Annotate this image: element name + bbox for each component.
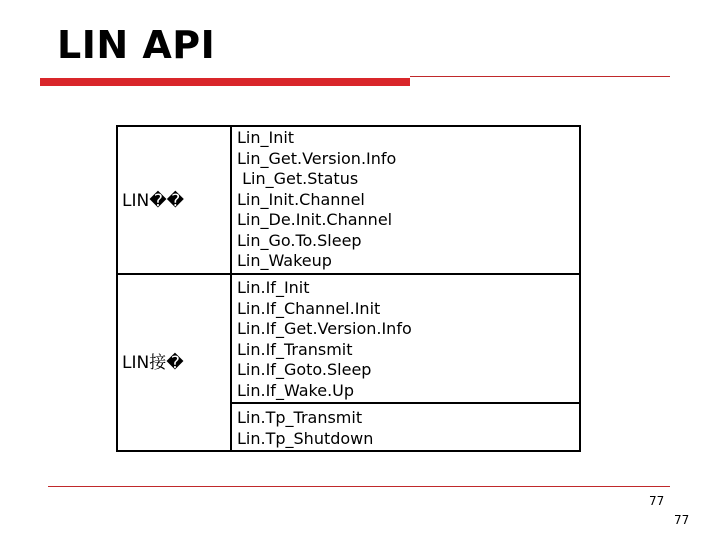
page-title: LIN API — [57, 23, 216, 67]
api-item: Lin.If_Goto.Sleep — [237, 360, 372, 379]
api-item: Lin_De.Init.Channel — [237, 210, 393, 229]
title-underline-thick — [40, 78, 410, 86]
api-item: Lin_Get.Status — [237, 169, 359, 188]
row-label-lin-driver: LIN�� — [122, 191, 185, 211]
row-items-lin-driver — [237, 128, 396, 272]
api-item: Lin.If_Wake.Up — [237, 380, 355, 400]
api-item: Lin.If_Get.Version.Info — [237, 319, 412, 338]
api-item: Lin.If_Init — [237, 278, 310, 297]
page-number-corner: 77 — [674, 513, 690, 527]
api-item: Lin_Wakeup — [237, 251, 332, 270]
api-item: Lin.If_Channel.Init — [237, 298, 381, 318]
api-item: Lin_Init.Channel — [237, 189, 365, 209]
api-item: Lin.Tp_Transmit — [237, 408, 363, 427]
row-items-lin-interface — [237, 278, 412, 401]
footer-rule — [48, 486, 670, 487]
title-underline-thin — [410, 76, 670, 77]
row-divider-2 — [230, 402, 581, 404]
api-item: Lin_Init — [237, 128, 295, 147]
api-item: Lin_Get.Version.Info — [237, 148, 397, 168]
row-divider-1 — [116, 273, 581, 275]
row-label-lin-interface: LIN接� — [122, 353, 184, 373]
api-item: Lin.Tp_Shutdown — [237, 428, 374, 448]
api-item: Lin_Go.To.Sleep — [237, 230, 362, 250]
api-item: Lin.If_Transmit — [237, 339, 353, 359]
page-number: 77 — [649, 494, 665, 508]
row-items-lin-tp — [237, 408, 373, 449]
